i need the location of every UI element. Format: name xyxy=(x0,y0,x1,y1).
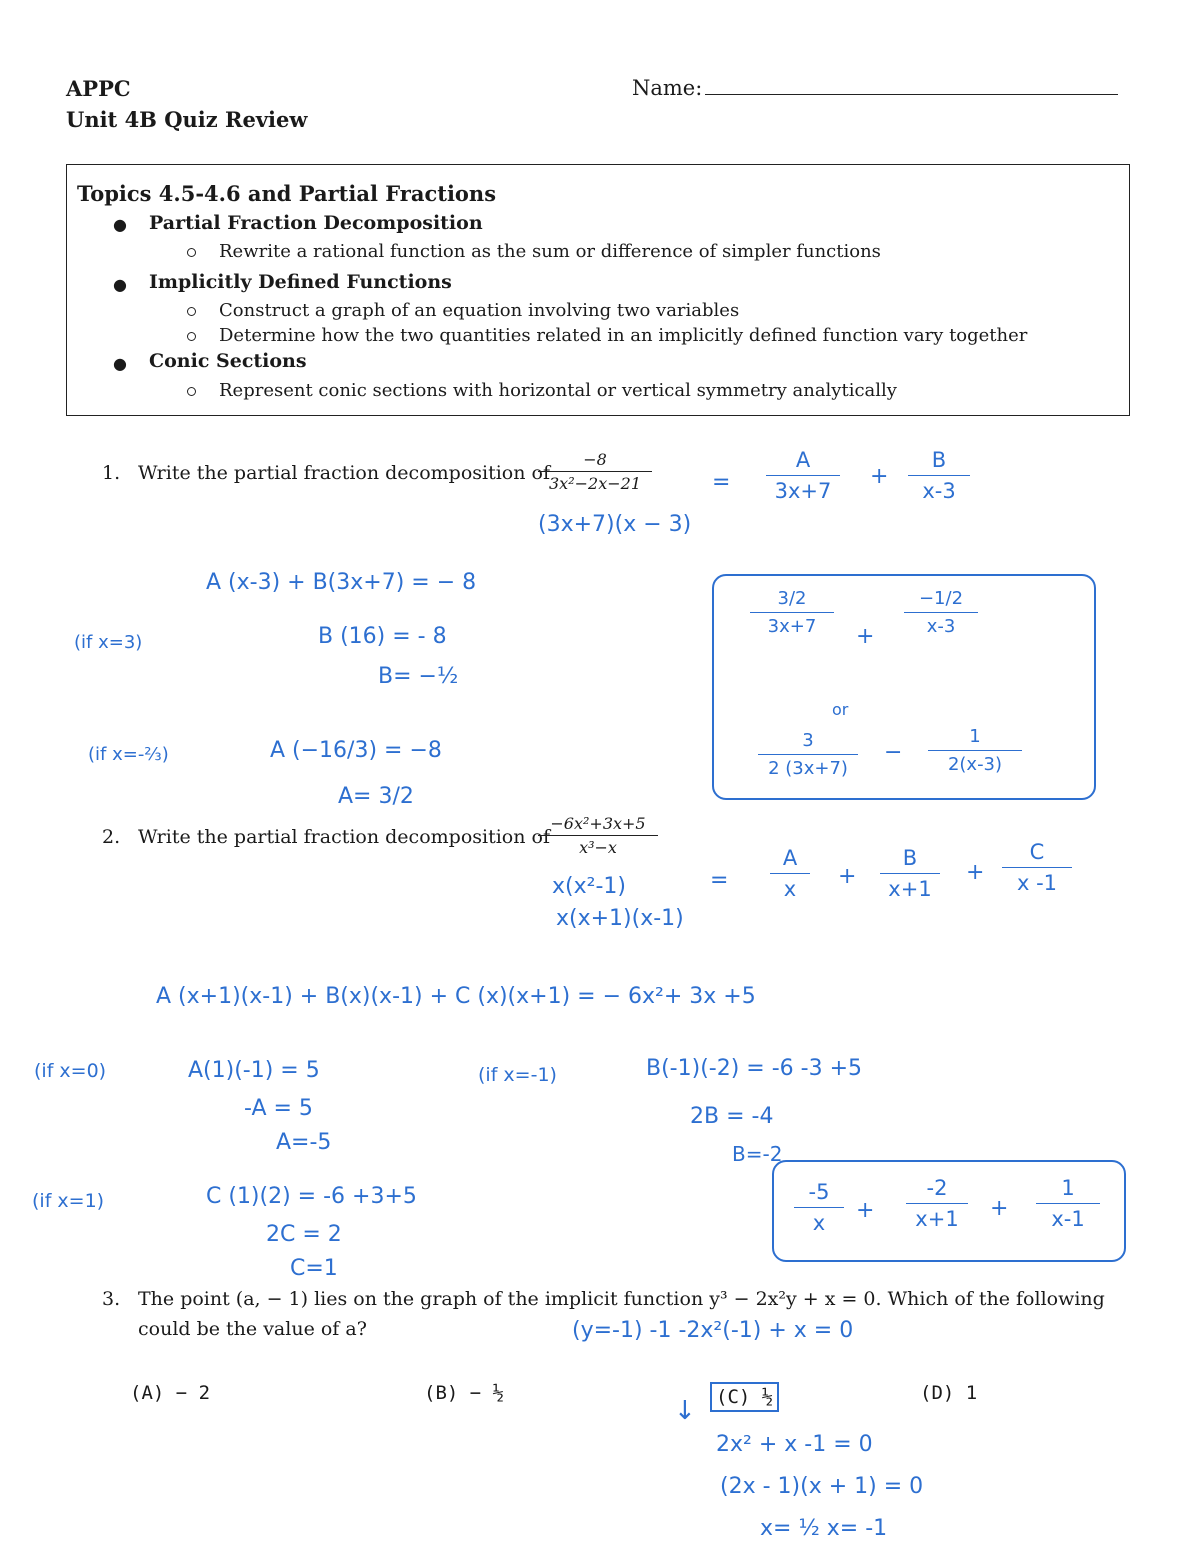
choice-c[interactable]: (C) ½ xyxy=(710,1382,779,1412)
hw-line: (y=-1) -1 -2x²(-1) + x = 0 xyxy=(572,1318,854,1343)
q3-prompt: The point (a, − 1) lies on the graph of the implicit function y³ − 2x²y + x = 0. Which of the following xyxy=(138,1288,1105,1310)
arrow-down-icon: ↓ xyxy=(674,1396,696,1426)
hw-num: -5 xyxy=(808,1180,830,1204)
choice-d[interactable]: (D) 1 xyxy=(920,1382,978,1404)
circle-bullet-icon xyxy=(187,332,196,341)
circle-bullet-icon xyxy=(187,248,196,257)
hw-line: A (x+1)(x-1) + B(x)(x-1) + C (x)(x+1) = − 6x²+ 3x +5 xyxy=(156,984,756,1009)
hw-case: (if x=1) xyxy=(32,1190,105,1212)
q2-numerator: −6x²+3x+5 xyxy=(550,814,646,833)
hw-den: x-1 xyxy=(1051,1207,1085,1231)
circle-bullet-icon xyxy=(187,387,196,396)
hw-case: (if x=3) xyxy=(74,632,143,653)
hw-plus: + xyxy=(870,464,889,489)
q2-fraction xyxy=(538,814,658,857)
hw-den: 2(x-3) xyxy=(947,754,1003,775)
hw-fraction xyxy=(908,448,970,503)
hw-num: 3/2 xyxy=(777,588,807,609)
hw-den: x-3 xyxy=(926,616,956,637)
hw-num: C xyxy=(1029,840,1045,864)
q1-prompt: Write the partial fraction decomposition of xyxy=(138,462,550,484)
section-item: Determine how the two quantities related in an implicitly defined function vary together xyxy=(219,325,1028,346)
hw-line: A (x-3) + B(3x+7) = − 8 xyxy=(206,570,477,595)
q1-numerator: −8 xyxy=(583,450,607,469)
name-line xyxy=(705,94,1118,95)
hw-plus: + xyxy=(856,1198,875,1223)
hw-factored: x(x²-1) xyxy=(552,874,626,899)
q3-number: 3. xyxy=(102,1288,121,1310)
hw-fraction xyxy=(1036,1176,1100,1231)
hw-line: -A = 5 xyxy=(244,1096,313,1121)
hw-line: B= −½ xyxy=(378,664,459,689)
hw-den: x+1 xyxy=(888,877,932,901)
q2-denominator: x³−x xyxy=(579,838,617,857)
unit-title: Unit 4B Quiz Review xyxy=(66,107,308,132)
hw-fraction xyxy=(1002,840,1072,895)
hw-case: (if x=-⅔) xyxy=(88,744,169,765)
q2-number: 2. xyxy=(102,826,121,848)
hw-line: A=-5 xyxy=(276,1130,332,1155)
hw-minus: − xyxy=(884,740,903,765)
q3-prompt-cont: could be the value of a? xyxy=(138,1318,367,1340)
hw-den: 2 (3x+7) xyxy=(768,758,848,779)
choice-b[interactable]: (B) − ½ xyxy=(424,1382,505,1404)
hw-plus: + xyxy=(966,860,985,885)
hw-line: 2B = -4 xyxy=(690,1104,774,1129)
hw-fraction xyxy=(906,1176,968,1231)
hw-num: A xyxy=(795,448,811,472)
hw-or: or xyxy=(832,700,849,719)
name-label: Name: xyxy=(632,76,703,100)
q1-number: 1. xyxy=(102,462,121,484)
hw-line: C=1 xyxy=(290,1256,338,1281)
hw-line: 2x² + x -1 = 0 xyxy=(716,1432,873,1457)
circle-bullet-icon xyxy=(187,307,196,316)
hw-num: 1 xyxy=(969,726,981,747)
hw-fraction xyxy=(928,726,1022,775)
hw-equals: = xyxy=(712,470,731,495)
hw-fraction xyxy=(880,846,940,901)
hw-num: −1/2 xyxy=(918,588,964,609)
hw-num: B xyxy=(931,448,947,472)
hw-line: A (−16/3) = −8 xyxy=(270,738,442,763)
hw-num: B xyxy=(902,846,918,870)
choice-a[interactable]: (A) − 2 xyxy=(130,1382,211,1404)
hw-num: 3 xyxy=(802,730,814,751)
hw-den: 3x+7 xyxy=(774,479,832,503)
hw-fraction xyxy=(766,448,840,503)
hw-fraction xyxy=(750,588,834,637)
hw-fraction xyxy=(770,846,810,901)
hw-line: C (1)(2) = -6 +3+5 xyxy=(206,1184,417,1209)
hw-plus: + xyxy=(838,864,857,889)
hw-plus: + xyxy=(990,1196,1009,1221)
section-heading: Implicitly Defined Functions xyxy=(149,271,452,293)
hw-num: 1 xyxy=(1061,1176,1075,1200)
hw-factored: x(x+1)(x-1) xyxy=(556,906,684,931)
hw-line: x= ½ x= -1 xyxy=(760,1516,888,1541)
hw-fraction xyxy=(904,588,978,637)
hw-line: A= 3/2 xyxy=(338,784,414,809)
hw-case: (if x=-1) xyxy=(478,1064,557,1086)
hw-num: A xyxy=(782,846,798,870)
section-heading: Conic Sections xyxy=(149,350,307,372)
hw-den: x -1 xyxy=(1016,871,1058,895)
hw-factored: (3x+7)(x − 3) xyxy=(538,512,692,537)
course-title: APPC xyxy=(66,76,131,101)
section-item: Rewrite a rational function as the sum or difference of simpler functions xyxy=(219,241,881,262)
hw-line: (2x - 1)(x + 1) = 0 xyxy=(720,1474,924,1499)
topics-title: Topics 4.5-4.6 and Partial Fractions xyxy=(77,181,497,206)
section-item: Construct a graph of an equation involving two variables xyxy=(219,300,740,321)
bullet-icon: ● xyxy=(113,275,127,294)
hw-line: B (16) = - 8 xyxy=(318,624,447,649)
q1-denominator: 3x²−2x−21 xyxy=(549,474,641,493)
q2-prompt: Write the partial fraction decomposition of xyxy=(138,826,550,848)
hw-line: B(-1)(-2) = -6 -3 +5 xyxy=(646,1056,863,1081)
hw-den: 3x+7 xyxy=(767,616,817,637)
section-heading: Partial Fraction Decomposition xyxy=(149,212,483,234)
hw-equals: = xyxy=(710,868,729,893)
bullet-icon: ● xyxy=(113,215,127,234)
section-item: Represent conic sections with horizontal or vertical symmetry analytically xyxy=(219,380,897,401)
hw-den: x-3 xyxy=(922,479,956,503)
bullet-icon: ● xyxy=(113,354,127,373)
hw-line: A(1)(-1) = 5 xyxy=(188,1058,320,1083)
hw-line: B=-2 xyxy=(732,1142,783,1166)
hw-num: -2 xyxy=(926,1176,948,1200)
hw-fraction xyxy=(758,730,858,779)
q1-fraction xyxy=(538,450,652,493)
hw-fraction xyxy=(794,1180,844,1235)
hw-case: (if x=0) xyxy=(34,1060,107,1082)
hw-den: x xyxy=(783,877,797,901)
hw-den: x+1 xyxy=(915,1207,959,1231)
hw-line: 2C = 2 xyxy=(266,1222,342,1247)
topics-box xyxy=(66,164,1130,416)
hw-den: x xyxy=(812,1211,826,1235)
hw-plus: + xyxy=(856,624,875,649)
